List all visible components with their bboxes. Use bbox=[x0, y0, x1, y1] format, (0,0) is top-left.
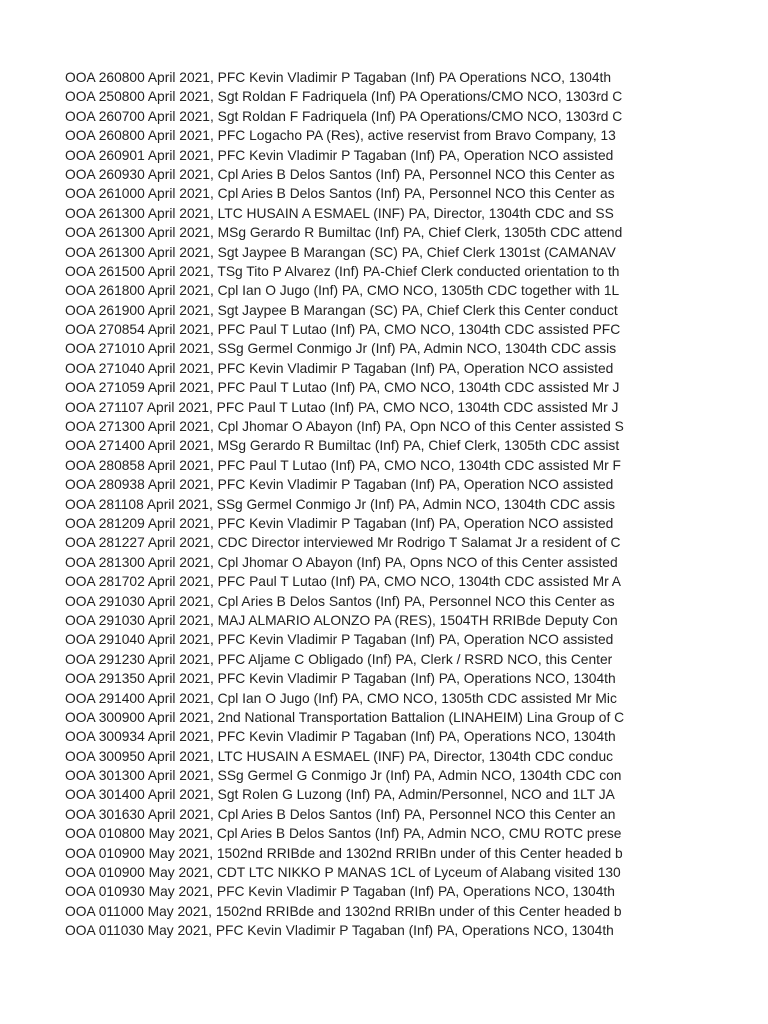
entry-line: OOA 260700 April 2021, Sgt Roldan F Fadriquela (Inf) PA Operations/CMO NCO, 1303rd C bbox=[65, 108, 623, 124]
entry-line: OOA 280858 April 2021, PFC Paul T Lutao (Inf) PA, CMO NCO, 1304th CDC assisted Mr F bbox=[65, 457, 621, 473]
entry-line: OOA 011000 May 2021, 1502nd RRIBde and 1302nd RRIBn under of this Center headed b bbox=[65, 903, 622, 919]
entry-line: OOA 281702 April 2021, PFC Paul T Lutao (Inf) PA, CMO NCO, 1304th CDC assisted Mr A bbox=[65, 574, 621, 590]
entry-line: OOA 270854 April 2021, PFC Paul T Lutao (Inf) PA, CMO NCO, 1304th CDC assisted PFC bbox=[65, 322, 621, 338]
entry-line: OOA 260800 April 2021, PFC Logacho PA (Res), active reservist from Bravo Company, 13 bbox=[65, 128, 616, 144]
entry-line: OOA 291040 April 2021, PFC Kevin Vladimir P Tagaban (Inf) PA, Operation NCO assisted bbox=[65, 632, 614, 648]
entry-line: OOA 281209 April 2021, PFC Kevin Vladimir P Tagaban (Inf) PA, Operation NCO assisted bbox=[65, 515, 614, 531]
entry-line: OOA 271040 April 2021, PFC Kevin Vladimir P Tagaban (Inf) PA, Operation NCO assisted bbox=[65, 360, 614, 376]
entry-line: OOA 301400 April 2021, Sgt Rolen G Luzong (Inf) PA, Admin/Personnel, NCO and 1LT JA bbox=[65, 787, 615, 803]
entry-line: OOA 300934 April 2021, PFC Kevin Vladimir P Tagaban (Inf) PA, Operations NCO, 1304th bbox=[65, 729, 616, 745]
entry-line: OOA 271300 April 2021, Cpl Jhomar O Abayon (Inf) PA, Opn NCO of this Center assisted S bbox=[65, 419, 624, 435]
entry-line: OOA 301630 April 2021, Cpl Aries B Delos Santos (Inf) PA, Personnel NCO this Center an bbox=[65, 806, 616, 822]
entry-line: OOA 291030 April 2021, Cpl Aries B Delos Santos (Inf) PA, Personnel NCO this Center as bbox=[65, 593, 615, 609]
entry-line: OOA 010930 May 2021, PFC Kevin Vladimir P Tagaban (Inf) PA, Operations NCO, 1304th bbox=[65, 884, 615, 900]
entry-line: OOA 271400 April 2021, MSg Gerardo R Bumiltac (Inf) PA, Chief Clerk, 1305th CDC assist bbox=[65, 438, 620, 454]
entry-line: OOA 291230 April 2021, PFC Aljame C Obligado (Inf) PA, Clerk / RSRD NCO, this Center bbox=[65, 651, 613, 667]
entry-line: OOA 260930 April 2021, Cpl Aries B Delos Santos (Inf) PA, Personnel NCO this Center as bbox=[65, 166, 615, 182]
entry-line: OOA 271010 April 2021, SSg Germel Conmigo Jr (Inf) PA, Admin NCO, 1304th CDC assis bbox=[65, 341, 617, 357]
entry-line: OOA 281108 April 2021, SSg Germel Conmigo Jr (Inf) PA, Admin NCO, 1304th CDC assis bbox=[65, 496, 616, 512]
entry-line: OOA 271059 April 2021, PFC Paul T Lutao (Inf) PA, CMO NCO, 1304th CDC assisted Mr J bbox=[65, 380, 620, 396]
entry-line: OOA 300900 April 2021, 2nd National Transportation Battalion (LINAHEIM) Lina Group of C bbox=[65, 709, 625, 725]
entry-line: OOA 011030 May 2021, PFC Kevin Vladimir P Tagaban (Inf) PA, Operations NCO, 1304th bbox=[65, 923, 614, 939]
entry-line: OOA 291400 April 2021, Cpl Ian O Jugo (Inf) PA, CMO NCO, 1305th CDC assisted Mr Mic bbox=[65, 690, 617, 706]
entry-line: OOA 281227 April 2021, CDC Director interviewed Mr Rodrigo T Salamat Jr a resident of C bbox=[65, 535, 621, 551]
entry-line: OOA 300950 April 2021, LTC HUSAIN A ESMAEL (INF) PA, Director, 1304th CDC conduc bbox=[65, 748, 614, 764]
entry-line: OOA 261300 April 2021, LTC HUSAIN A ESMAEL (INF) PA, Director, 1304th CDC and SS bbox=[65, 205, 614, 221]
entry-line: OOA 301300 April 2021, SSg Germel G Conmigo Jr (Inf) PA, Admin NCO, 1304th CDC con bbox=[65, 768, 622, 784]
entry-line: OOA 261500 April 2021, TSg Tito P Alvarez (Inf) PA-Chief Clerk conducted orientation to th bbox=[65, 263, 620, 279]
entry-line: OOA 260901 April 2021, PFC Kevin Vladimir P Tagaban (Inf) PA, Operation NCO assisted bbox=[65, 147, 614, 163]
entry-line: OOA 250800 April 2021, Sgt Roldan F Fadriquela (Inf) PA Operations/CMO NCO, 1303rd C bbox=[65, 89, 623, 105]
entry-line: OOA 281300 April 2021, Cpl Jhomar O Abayon (Inf) PA, Opns NCO of this Center assisted bbox=[65, 554, 618, 570]
entry-line: OOA 010900 May 2021, CDT LTC NIKKO P MANAS 1CL of Lyceum of Alabang visited 130 bbox=[65, 865, 621, 881]
entry-line: OOA 271107 April 2021, PFC Paul T Lutao (Inf) PA, CMO NCO, 1304th CDC assisted Mr J bbox=[65, 399, 619, 415]
entry-line: OOA 261900 April 2021, Sgt Jaypee B Marangan (SC) PA, Chief Clerk this Center conduct bbox=[65, 302, 618, 318]
entry-line: OOA 291350 April 2021, PFC Kevin Vladimir P Tagaban (Inf) PA, Operations NCO, 1304th bbox=[65, 671, 616, 687]
entry-list bbox=[65, 68, 669, 941]
entry-line: OOA 261300 April 2021, MSg Gerardo R Bumiltac (Inf) PA, Chief Clerk, 1305th CDC attend bbox=[65, 225, 623, 241]
entry-line: OOA 261300 April 2021, Sgt Jaypee B Marangan (SC) PA, Chief Clerk 1301st (CAMANAV bbox=[65, 244, 616, 260]
entry-line: OOA 291030 April 2021, MAJ ALMARIO ALONZO PA (RES), 1504TH RRIBde Deputy Con bbox=[65, 612, 618, 628]
entry-line: OOA 260800 April 2021, PFC Kevin Vladimir P Tagaban (Inf) PA Operations NCO, 1304th bbox=[65, 70, 612, 85]
entry-line: OOA 280938 April 2021, PFC Kevin Vladimir P Tagaban (Inf) PA, Operation NCO assisted bbox=[65, 477, 614, 493]
entry-line: OOA 010900 May 2021, 1502nd RRIBde and 1302nd RRIBn under of this Center headed b bbox=[65, 845, 623, 861]
entry-line: OOA 261000 April 2021, Cpl Aries B Delos Santos (Inf) PA, Personnel NCO this Center as bbox=[65, 186, 615, 202]
entry-line: OOA 010800 May 2021, Cpl Aries B Delos Santos (Inf) PA, Admin NCO, CMU ROTC prese bbox=[65, 826, 622, 842]
entry-line: OOA 261800 April 2021, Cpl Ian O Jugo (Inf) PA, CMO NCO, 1305th CDC together with 1L bbox=[65, 283, 620, 299]
